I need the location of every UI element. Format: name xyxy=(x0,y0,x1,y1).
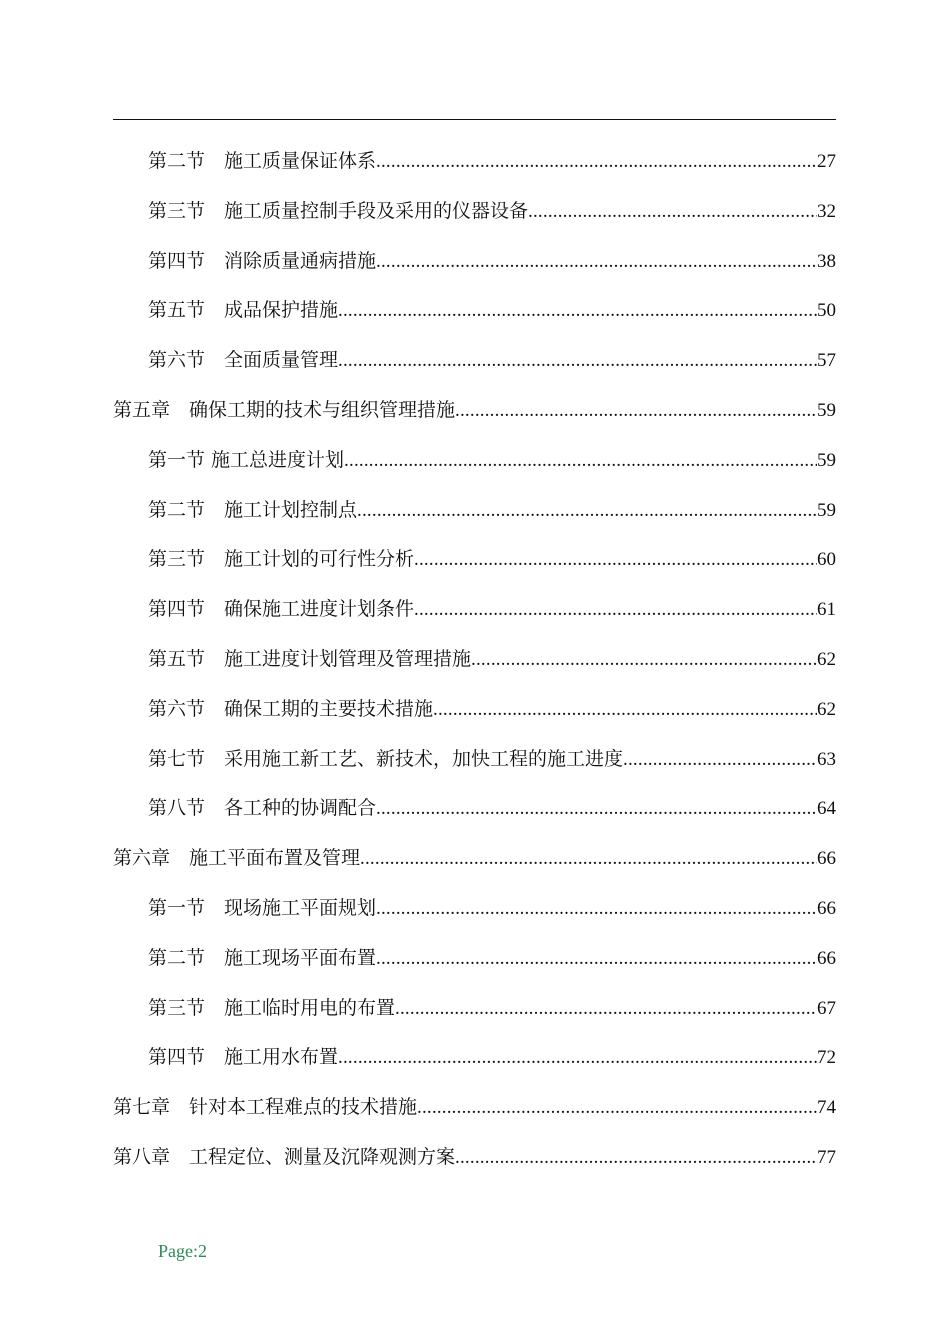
table-of-contents xyxy=(113,137,836,1183)
toc-dot-leader xyxy=(376,784,817,834)
toc-entry-title: 第八章 工程定位、测量及沉降观测方案 xyxy=(113,1145,456,1168)
toc-entry-page: 66 xyxy=(817,897,836,919)
toc-entry-page: 77 xyxy=(817,1146,836,1168)
toc-entry-page: 66 xyxy=(817,947,836,969)
toc-dot-leader xyxy=(338,286,817,336)
toc-dot-leader xyxy=(376,237,817,287)
toc-dot-leader xyxy=(433,685,817,735)
toc-entry-title: 第四节 消除质量通病措施 xyxy=(148,249,377,272)
toc-dot-leader xyxy=(455,1133,817,1183)
toc-section-entry[interactable] xyxy=(113,984,836,1034)
toc-entry-page: 67 xyxy=(817,997,836,1019)
toc-entry-page: 32 xyxy=(817,200,836,222)
toc-section-entry[interactable] xyxy=(113,486,836,536)
toc-entry-page: 72 xyxy=(817,1047,836,1069)
toc-chapter-entry[interactable] xyxy=(113,834,836,884)
toc-entry-title: 第三节 施工计划的可行性分析 xyxy=(148,548,415,571)
toc-section-entry[interactable] xyxy=(113,137,836,187)
toc-section-entry[interactable] xyxy=(113,685,836,735)
toc-section-entry[interactable] xyxy=(113,635,836,685)
toc-entry-title: 第三节 施工临时用电的布置 xyxy=(148,996,396,1019)
toc-dot-leader xyxy=(414,535,817,585)
toc-section-entry[interactable] xyxy=(113,286,836,336)
toc-entry-page: 64 xyxy=(817,798,836,820)
toc-entry-page: 27 xyxy=(817,151,836,172)
toc-section-entry[interactable] xyxy=(113,436,836,486)
toc-entry-page: 62 xyxy=(817,698,836,720)
toc-section-entry[interactable] xyxy=(113,336,836,386)
toc-entry-title: 第七节 采用施工新工艺、新技术，加快工程的施工进度 xyxy=(148,747,624,770)
toc-dot-leader xyxy=(376,934,817,984)
toc-entry-title: 第二节 施工现场平面布置 xyxy=(148,946,377,969)
toc-entry-title: 第五章 确保工期的技术与组织管理措施 xyxy=(113,398,456,421)
toc-entry-page: 74 xyxy=(817,1097,836,1119)
toc-section-entry[interactable] xyxy=(113,237,836,287)
toc-entry-title: 第六节 全面质量管理 xyxy=(148,349,339,372)
toc-entry-title: 第八节 各工种的协调配合 xyxy=(148,797,377,820)
toc-entry-title: 第二节 施工质量保证体系 xyxy=(148,150,377,172)
toc-entry-title: 第二节 施工计划控制点 xyxy=(148,498,358,521)
toc-dot-leader xyxy=(417,1083,817,1133)
toc-dot-leader xyxy=(344,436,817,486)
toc-dot-leader xyxy=(338,1033,817,1083)
toc-section-entry[interactable] xyxy=(113,934,836,984)
toc-entry-page: 66 xyxy=(817,848,836,870)
toc-section-entry[interactable] xyxy=(113,784,836,834)
toc-entry-page: 57 xyxy=(817,350,836,372)
toc-dot-leader xyxy=(376,137,817,187)
toc-dot-leader xyxy=(360,834,817,884)
toc-section-entry[interactable] xyxy=(113,884,836,934)
toc-entry-page: 61 xyxy=(817,599,836,621)
toc-entry-title: 第四节 确保施工进度计划条件 xyxy=(148,598,415,621)
toc-entry-page: 60 xyxy=(817,549,836,571)
toc-entry-page: 59 xyxy=(817,449,836,471)
toc-dot-leader xyxy=(471,635,817,685)
toc-entry-title: 第一节 施工总进度计划 xyxy=(148,448,345,471)
toc-dot-leader xyxy=(376,884,817,934)
page-number: Page:2 xyxy=(158,1241,207,1261)
toc-section-entry[interactable] xyxy=(113,535,836,585)
toc-chapter-entry[interactable] xyxy=(113,386,836,436)
toc-entry-title: 第四节 施工用水布置 xyxy=(148,1046,339,1069)
toc-entry-page: 50 xyxy=(817,300,836,322)
toc-entry-title: 第六节 确保工期的主要技术措施 xyxy=(148,697,434,720)
toc-entry-title: 第五节 施工进度计划管理及管理措施 xyxy=(148,647,472,670)
toc-entry-page: 62 xyxy=(817,648,836,670)
toc-chapter-entry[interactable] xyxy=(113,1083,836,1133)
toc-entry-page: 63 xyxy=(817,748,836,770)
toc-section-entry[interactable] xyxy=(113,187,836,237)
toc-entry-title: 第五节 成品保护措施 xyxy=(148,299,339,322)
toc-section-entry[interactable] xyxy=(113,585,836,635)
toc-chapter-entry[interactable] xyxy=(113,1133,836,1183)
toc-dot-leader xyxy=(395,984,817,1034)
toc-entry-title: 第三节 施工质量控制手段及采用的仪器设备 xyxy=(148,199,529,222)
header-rule xyxy=(113,119,836,120)
toc-entry-page: 59 xyxy=(817,399,836,421)
toc-entry-page: 59 xyxy=(817,499,836,521)
toc-section-entry[interactable] xyxy=(113,1033,836,1083)
toc-dot-leader xyxy=(623,735,817,785)
toc-dot-leader xyxy=(414,585,817,635)
toc-dot-leader xyxy=(528,187,817,237)
toc-section-entry[interactable] xyxy=(113,735,836,785)
toc-entry-page: 38 xyxy=(817,250,836,272)
toc-dot-leader xyxy=(455,386,817,436)
toc-dot-leader xyxy=(338,336,817,386)
toc-dot-leader xyxy=(357,486,817,536)
toc-entry-title: 第一节 现场施工平面规划 xyxy=(148,896,377,919)
toc-entry-title: 第七章 针对本工程难点的技术措施 xyxy=(113,1096,418,1119)
toc-entry-title: 第六章 施工平面布置及管理 xyxy=(113,847,361,870)
